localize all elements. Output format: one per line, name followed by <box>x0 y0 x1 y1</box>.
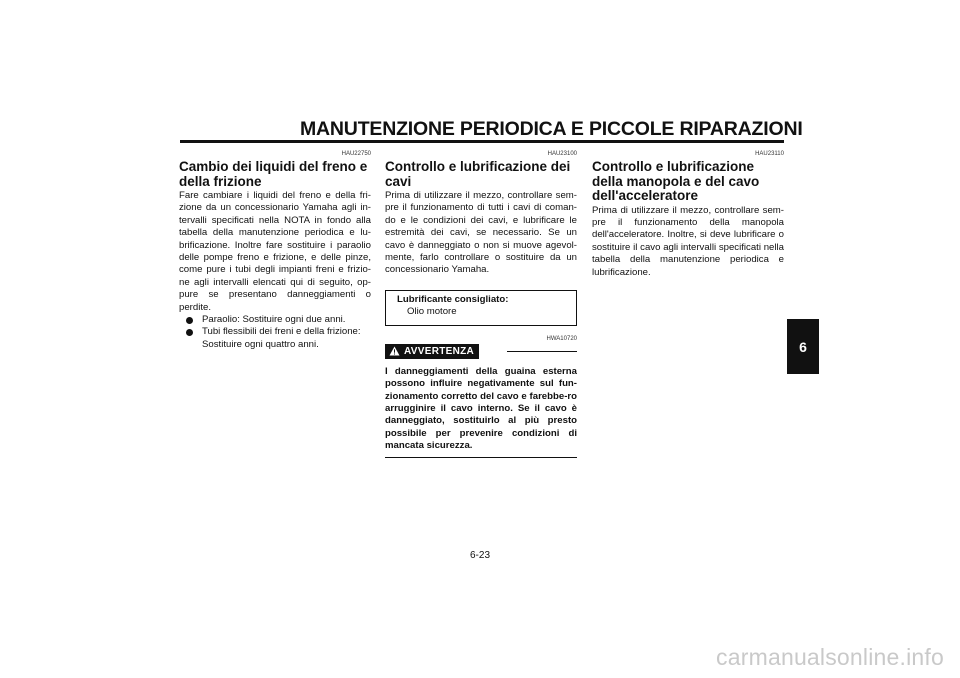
warning-text: I danneggiamenti della guaina esterna possono influire negativamente sul fun-zionamento corretto del cavo e farebbe-ro arrugginire il cavo interno. Se il cavo è danneggiato, sostituirlo al più presto possibile per prevenire condizioni di mancata sicurezza. <box>385 365 577 452</box>
lubricant-box <box>385 290 577 326</box>
list-item-text: Tubi flessibili dei freni e della frizione: Sostituire ogni quattro anni. <box>202 326 361 350</box>
warning-badge <box>385 344 479 359</box>
chapter-tab <box>787 319 819 374</box>
warning-bottom-rule <box>385 457 577 459</box>
section-code: HAU23100 <box>547 151 577 157</box>
lubricant-title: Lubrificante consigliato: <box>397 293 509 305</box>
section-body: Prima di utilizzare il mezzo, controllare sem-pre il funzionamento della manopola dell'acceleratore. Inoltre, si deve lubrificare o sostituire il cavo agli intervalli specificati nella tabella della manutenzione periodica e lubrificazione. <box>592 204 784 278</box>
section-throttle <box>592 150 784 279</box>
list-item-text: Paraolio: Sostituire ogni due anni. <box>202 314 346 326</box>
watermark: carmanualsonline.info <box>716 644 944 670</box>
header-rule <box>180 140 784 143</box>
section-body: Prima di utilizzare il mezzo, controllare sem-pre il funzionamento di tutti i cavi di coman-do e le condizioni dei cavi, e lubrificare le estremità dei cavi, se necessario. Se un cavo è danneggiato o non si muove agevol-mente, farlo controllare o sostituire da un concessionario Yamaha. <box>385 190 577 276</box>
warning-code: HWA10720 <box>546 335 577 342</box>
page-header-title: MANUTENZIONE PERIODICA E PICCOLE RIPARAZIONI <box>300 118 803 140</box>
section-title: Cambio dei liquidi del freno e della frizione <box>179 159 368 189</box>
bullet-dot-icon <box>186 329 193 336</box>
lubricant-value: Olio motore <box>407 305 457 317</box>
bullet-dot-icon <box>186 317 193 324</box>
section-title: Controllo e lubrificazione dei cavi <box>385 159 571 189</box>
section-body: Fare cambiare i liquidi del freno e della fri-zione da un concessionario Yamaha agli in-tervalli specificati nella NOTA in fondo alla tabella della manutenzione periodica e lu-brificazione. Inoltre fare sostituire i paraolio delle pompe freno e frizione, e delle pinze, come pure i tubi degli impianti freni e frizio-ne agli intervalli elencati qui di seguito, op-pure se presentano danneggiamenti o perdite. <box>179 190 371 313</box>
section-brake-fluid <box>179 150 371 351</box>
list-item <box>179 314 371 326</box>
warning-rule <box>507 351 577 353</box>
bullet-list <box>179 314 371 351</box>
list-item <box>179 326 371 351</box>
section-code: HAU23110 <box>755 151 784 157</box>
chapter-tab-number: 6 <box>799 338 807 355</box>
section-code: HAU22750 <box>341 151 371 157</box>
page-number: 6-23 <box>469 550 490 561</box>
warning-header <box>385 344 577 359</box>
warning-triangle-icon <box>389 346 400 356</box>
section-cables <box>385 150 577 458</box>
section-title: Controllo e lubrificazione della manopola e del cavo dell'acceleratore <box>592 159 760 203</box>
warning-label: AVVERTENZA <box>404 345 475 357</box>
